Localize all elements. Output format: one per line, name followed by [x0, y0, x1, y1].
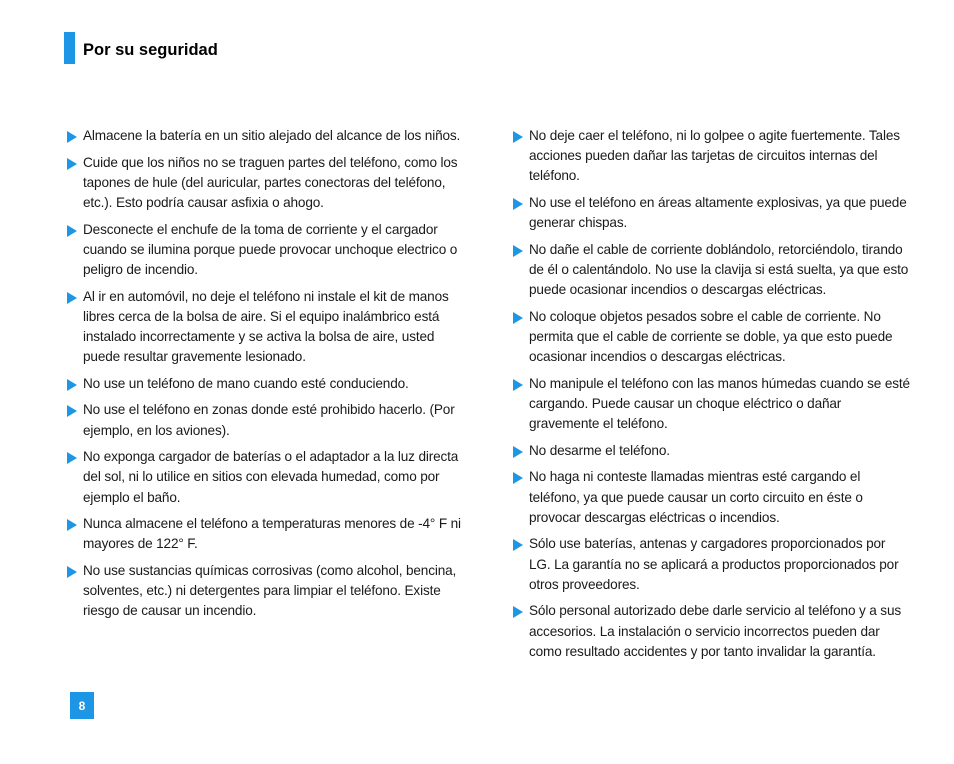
list-item-text: Almacene la batería en un sitio alejado del alcance de los niños.	[83, 128, 461, 143]
bullet-arrow-icon	[67, 519, 77, 531]
bullet-arrow-icon	[513, 446, 523, 458]
list-item	[67, 400, 463, 440]
list-item-text: Sólo use baterías, antenas y cargadores proporcionados por LG. La garantía no se aplicará a productos proporcionados por otros proveedores.	[529, 536, 899, 592]
bullet-arrow-icon	[67, 158, 77, 170]
bullet-arrow-icon	[67, 379, 77, 391]
list-item	[513, 126, 910, 187]
bullet-arrow-icon	[513, 131, 523, 143]
bullet-arrow-icon	[67, 292, 77, 304]
list-item-text: No use el teléfono en áreas altamente explosivas, ya que puede generar chispas.	[529, 195, 907, 231]
list-item-text: No exponga cargador de baterías o el adaptador a la luz directa del sol, ni lo utilice en sitios con elevada humedad, como por ejemplo el baño.	[83, 449, 459, 505]
right-bullet-list	[513, 126, 910, 662]
bullet-arrow-icon	[513, 539, 523, 551]
list-item-text: No use sustancias químicas corrosivas (como alcohol, bencina, solventes, etc.) ni detergentes para limpiar el teléfono. Existe riesgo de causar un incendio.	[83, 562, 457, 619]
list-item	[513, 467, 910, 528]
bullet-arrow-icon	[513, 606, 523, 618]
list-item-text: Cuide que los niños no se traguen partes del teléfono, como los tapones de hule (del auricular, partes conectoras del teléfono, etc.). Esto podría causar asfixia o ahogo.	[83, 154, 458, 210]
bullet-arrow-icon	[513, 312, 523, 324]
list-item	[513, 601, 910, 662]
left-column	[67, 126, 463, 628]
list-item-text: No use un teléfono de mano cuando esté conduciendo.	[83, 375, 409, 391]
list-item-text: No coloque objetos pesados sobre el cable de corriente. No permita que el cable de corriente se doble, ya que esto puede ocasionar incendios o descargas eléctricas.	[529, 308, 893, 365]
list-item	[67, 126, 463, 146]
list-item	[67, 514, 463, 554]
header-accent-bar	[64, 32, 75, 64]
list-item	[67, 374, 463, 394]
list-item	[67, 153, 463, 214]
list-item-text: Nunca almacene el teléfono a temperaturas menores de -4° F ni mayores de 122° F.	[83, 516, 461, 552]
list-item	[513, 441, 910, 461]
list-item	[67, 561, 463, 622]
list-item-text: No haga ni conteste llamadas mientras esté cargando el teléfono, ya que puede causar un corto circuito en éste o provocar descargas eléctricas o incendios.	[529, 469, 863, 525]
list-item-text: No use el teléfono en zonas donde esté prohibido hacerlo. (Por ejemplo, en los aviones).	[83, 402, 455, 438]
list-item	[67, 287, 463, 368]
bullet-arrow-icon	[67, 225, 77, 237]
right-column	[513, 126, 910, 668]
list-item	[67, 447, 463, 508]
list-item	[513, 374, 910, 435]
bullet-arrow-icon	[513, 198, 523, 210]
list-item	[513, 240, 910, 301]
bullet-arrow-icon	[513, 245, 523, 257]
page-title: Por su seguridad	[83, 40, 218, 59]
list-item-text: Sólo personal autorizado debe darle servicio al teléfono y a sus accesorios. La instalación o servicio incorrectos pueden dar como resultado accidentes y por tanto invalidar la garantía.	[529, 603, 902, 659]
bullet-arrow-icon	[67, 405, 77, 417]
list-item-text: No dañe el cable de corriente doblándolo, retorciéndolo, tirando de él o calentándolo. No use la clavija si está suelta, ya que esto puede ocasionar incendios o descargas eléctricas.	[529, 241, 909, 298]
page-header	[64, 32, 218, 64]
bullet-arrow-icon	[513, 379, 523, 391]
list-item	[513, 193, 910, 233]
bullet-arrow-icon	[67, 131, 77, 143]
list-item	[67, 220, 463, 281]
bullet-arrow-icon	[513, 472, 523, 484]
list-item-text: No manipule el teléfono con las manos húmedas cuando se esté cargando. Puede causar un choque eléctrico o dañar gravemente el teléfono.	[529, 375, 910, 432]
left-bullet-list	[67, 126, 463, 622]
bullet-arrow-icon	[67, 566, 77, 578]
list-item	[513, 307, 910, 368]
list-item	[513, 534, 910, 595]
bullet-arrow-icon	[67, 452, 77, 464]
list-item-text: Al ir en automóvil, no deje el teléfono ni instale el kit de manos libres cerca de la bolsa de aire. Si el equipo inalámbrico está instalado incorrectamente y se activa la bolsa de aire, usted puede resultar gravemente lesionado.	[83, 288, 449, 365]
list-item-text: No desarme el teléfono.	[529, 442, 670, 458]
list-item-text: Desconecte el enchufe de la toma de corriente y el cargador cuando se ilumina porque puede provocar unchoque electrico o peligro de incendio.	[83, 221, 458, 277]
page-number-badge: 8	[70, 692, 94, 719]
list-item-text: No deje caer el teléfono, ni lo golpee o agite fuertemente. Tales acciones pueden dañar las tarjetas de circuitos internas del teléfono.	[529, 128, 900, 184]
